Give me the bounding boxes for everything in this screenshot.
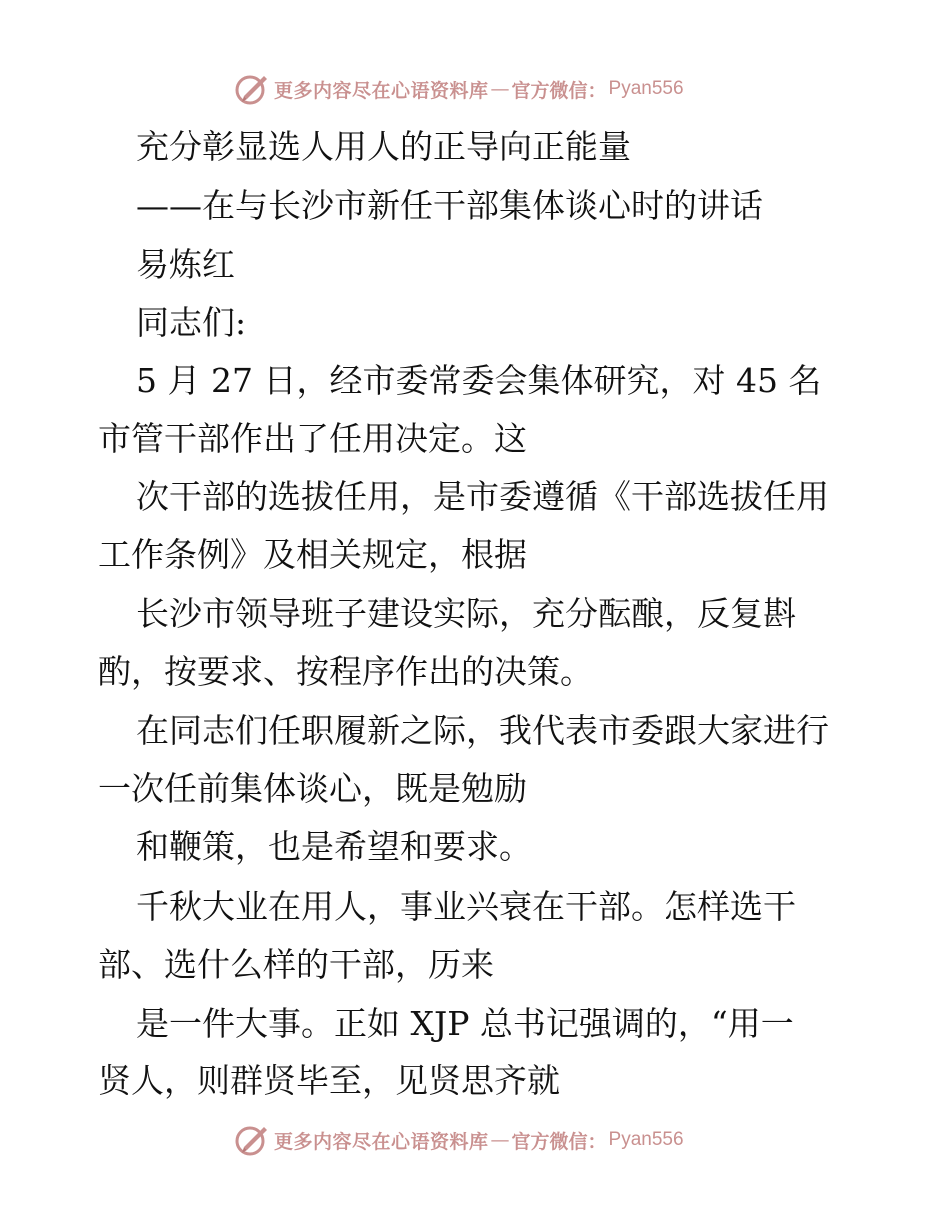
- paragraph-line: 千秋大业在用人，事业兴衰在干部。怎样选干: [136, 887, 796, 926]
- paragraph-line: 市管干部作出了任用决定。这: [98, 419, 527, 458]
- document-salutation: 同志们:: [136, 303, 247, 342]
- paragraph-line: 在同志们任职履新之际，我代表市委跟大家进行: [136, 711, 829, 750]
- watermark-official-label: 官方微信：: [511, 1130, 607, 1153]
- document-author: 易炼红: [136, 245, 235, 284]
- paragraph-line: 酌，按要求、按程序作出的决策。: [98, 652, 593, 691]
- watermark-brand: 更多内容尽在心语资料库: [274, 1130, 489, 1153]
- document-title: 充分彰显选人用人的正导向正能量: [136, 127, 631, 166]
- paragraph-line: 和鞭策，也是希望和要求。: [136, 827, 532, 866]
- paragraph-line: 部、选什么样的干部，历来: [98, 945, 494, 984]
- footer-watermark: [234, 1123, 684, 1157]
- watermark-separator: —: [490, 78, 510, 100]
- paragraph-line: 工作条例》及相关规定，根据: [98, 535, 527, 574]
- paragraph-line: 贤人，则群贤毕至，见贤思齐就: [98, 1061, 560, 1100]
- paragraph-line: 是一件大事。正如 XJP 总书记强调的，“用一: [136, 1004, 794, 1043]
- quill-pen-icon: [234, 72, 270, 106]
- paragraph-line: 次干部的选拔任用，是市委遵循《干部选拔任用: [136, 477, 829, 516]
- document-subtitle: ——在与长沙市新任干部集体谈心时的讲话: [136, 186, 763, 225]
- watermark-handle: Pyan556: [608, 1129, 684, 1150]
- watermark-official-label: 官方微信：: [511, 79, 607, 102]
- paragraph-line: 5 月 27 日，经市委常委会集体研究，对 45 名: [136, 361, 822, 400]
- watermark-brand: 更多内容尽在心语资料库: [274, 79, 489, 102]
- watermark-separator: —: [490, 1129, 510, 1151]
- quill-pen-icon: [234, 1123, 270, 1157]
- paragraph-line: 一次任前集体谈心，既是勉励: [98, 769, 527, 808]
- watermark-handle: Pyan556: [608, 78, 684, 99]
- header-watermark: [234, 72, 684, 106]
- paragraph-line: 长沙市领导班子建设实际，充分酝酿，反复斟: [136, 594, 796, 633]
